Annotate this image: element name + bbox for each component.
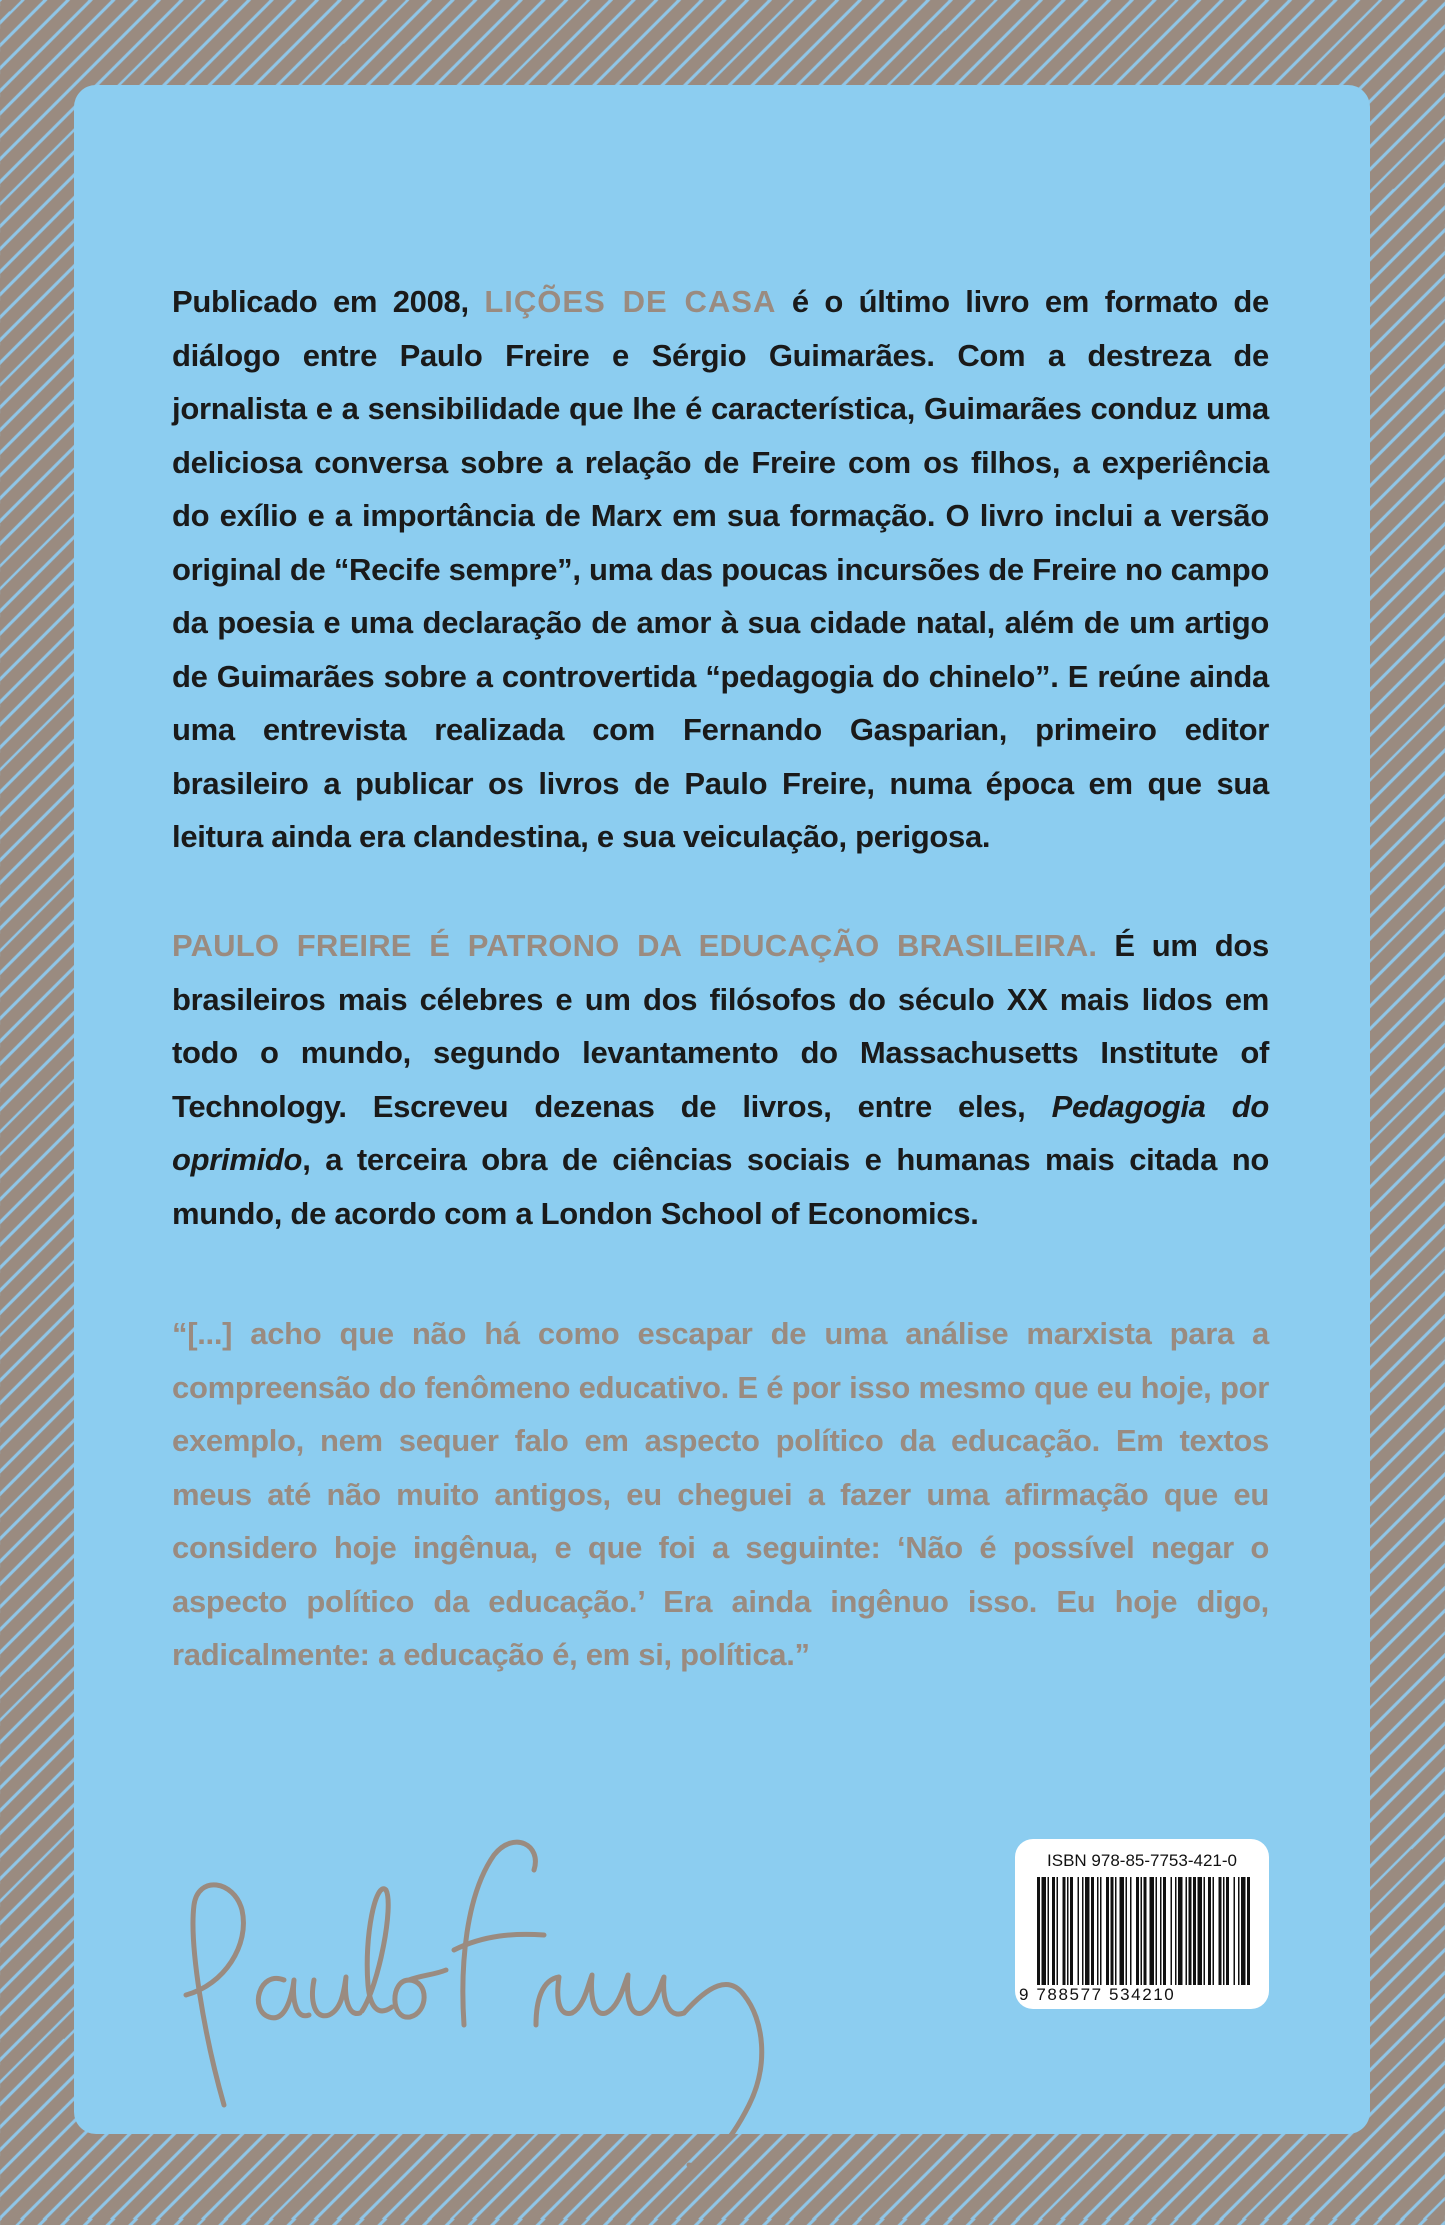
barcode-bar	[1186, 1877, 1188, 1985]
barcode-bar	[1115, 1877, 1117, 1985]
back-cover-panel	[74, 85, 1370, 2134]
barcode-bar	[1204, 1877, 1206, 1985]
barcode-bar	[1226, 1877, 1229, 1985]
barcode-bar	[1234, 1877, 1236, 1985]
barcode-bar	[1037, 1877, 1040, 1985]
barcode-bar	[1175, 1877, 1177, 1985]
barcode-bar	[1052, 1877, 1055, 1985]
barcode-bar	[1178, 1877, 1183, 1985]
barcode-bar	[1120, 1877, 1125, 1985]
intro-body: é o último livro em formato de diálogo entre Paulo Freire e Sérgio Guimarães. Com a destreza de jornalista e a sensibilidade que lhe é característica, Guimarães conduz uma deliciosa conversa sobre a relação de Freire com os filhos, a experiência do exílio e a importância de Marx em sua formação. O livro inclui a versão original de “Recife sempre”, uma das poucas incursões de Freire no campo da poesia e uma declaração de amor à sua cidade natal, além de um artigo de Guimarães sobre a controvertida “pedagogia do chinelo”. E reúne ainda uma entrevista realizada com Fernando Gasparian, primeiro editor brasileiro a publicar os livros de Paulo Freire, numa época em que sua leitura ainda era clandestina, e sua veiculação, perigosa.	[172, 284, 1269, 854]
barcode-bar	[1247, 1877, 1250, 1985]
isbn-label: ISBN 978-85-7753-421-0	[1047, 1851, 1237, 1870]
book-title-italic: Pedagogia do oprimido	[172, 1088, 1269, 1177]
barcode-bar	[1106, 1877, 1109, 1985]
barcode-bar	[1238, 1877, 1240, 1985]
barcode-bar	[1213, 1877, 1215, 1985]
barcode-bar	[1085, 1877, 1090, 1985]
bio-headline: PAULO FREIRE É PATRONO DA EDUCAÇÃO BRASILEIRA.	[172, 928, 1098, 963]
barcode-bar	[1097, 1877, 1099, 1985]
barcode-bar	[1160, 1877, 1162, 1985]
barcode-bar	[1150, 1877, 1155, 1985]
barcode-bar	[1208, 1877, 1211, 1985]
barcode-bar	[1189, 1877, 1192, 1985]
barcode-bar	[1198, 1877, 1203, 1985]
barcode-bar	[1042, 1877, 1047, 1985]
barcode-bar	[1067, 1877, 1069, 1985]
barcode	[1037, 1877, 1251, 1985]
bio-paragraph	[172, 919, 1269, 1240]
barcode-bar	[1223, 1877, 1225, 1985]
barcode-bar	[1136, 1877, 1139, 1985]
barcode-bar	[1048, 1877, 1050, 1985]
barcode-bar	[1144, 1877, 1147, 1985]
intro-lead: Publicado em 2008,	[172, 284, 485, 319]
barcode-bar	[1126, 1877, 1128, 1985]
barcode-bar	[1063, 1877, 1066, 1985]
barcode-bar	[1100, 1877, 1102, 1985]
barcode-bar	[1130, 1877, 1132, 1985]
signature	[164, 1785, 964, 2225]
barcode-bar	[1141, 1877, 1143, 1985]
barcode-bar	[1091, 1877, 1094, 1985]
intro-paragraph	[172, 275, 1269, 864]
barcode-bar	[1078, 1877, 1080, 1985]
barcode-bar	[1070, 1877, 1073, 1985]
barcode-bar	[1219, 1877, 1222, 1985]
bio-body-after: , a terceira obra de ciências sociais e humanas mais citada no mundo, de acordo com a London School of Economics.	[172, 1142, 1269, 1231]
book-title: LIÇÕES DE CASA	[484, 284, 777, 319]
barcode-bar	[1082, 1877, 1084, 1985]
barcode-bar	[1163, 1877, 1166, 1985]
barcode-bar	[1193, 1877, 1196, 1985]
barcode-bar	[1241, 1877, 1246, 1985]
isbn-barcode-box	[1015, 1839, 1269, 2009]
barcode-digits: 9 788577 534210	[1019, 1985, 1176, 2004]
barcode-bar	[1057, 1877, 1059, 1985]
bio-body-before: É um dos brasileiros mais célebres e um dos filósofos do século XX mais lidos em todo o mundo, segundo levantamento do Massachusetts Institute of Technology. Escreveu dezenas de livros, entre eles,	[172, 928, 1269, 1124]
barcode-bar	[1111, 1877, 1114, 1985]
barcode-bar	[1156, 1877, 1158, 1985]
quote-paragraph: “[...] acho que não há como escapar de uma análise marxista para a compreensão do fenômeno educativo. E é por isso mesmo que eu hoje, por exemplo, nem sequer falo em aspecto político da educação. Em textos meus até não muito antigos, eu cheguei a fazer uma afirmação que eu considero hoje ingênua, e que foi a seguinte: ‘Não é possível negar o aspecto político da educação.’ Era ainda ingênuo isso. Eu hoje digo, radicalmente: a educação é, em si, política.”	[172, 1316, 1269, 1672]
barcode-bar	[1171, 1877, 1173, 1985]
